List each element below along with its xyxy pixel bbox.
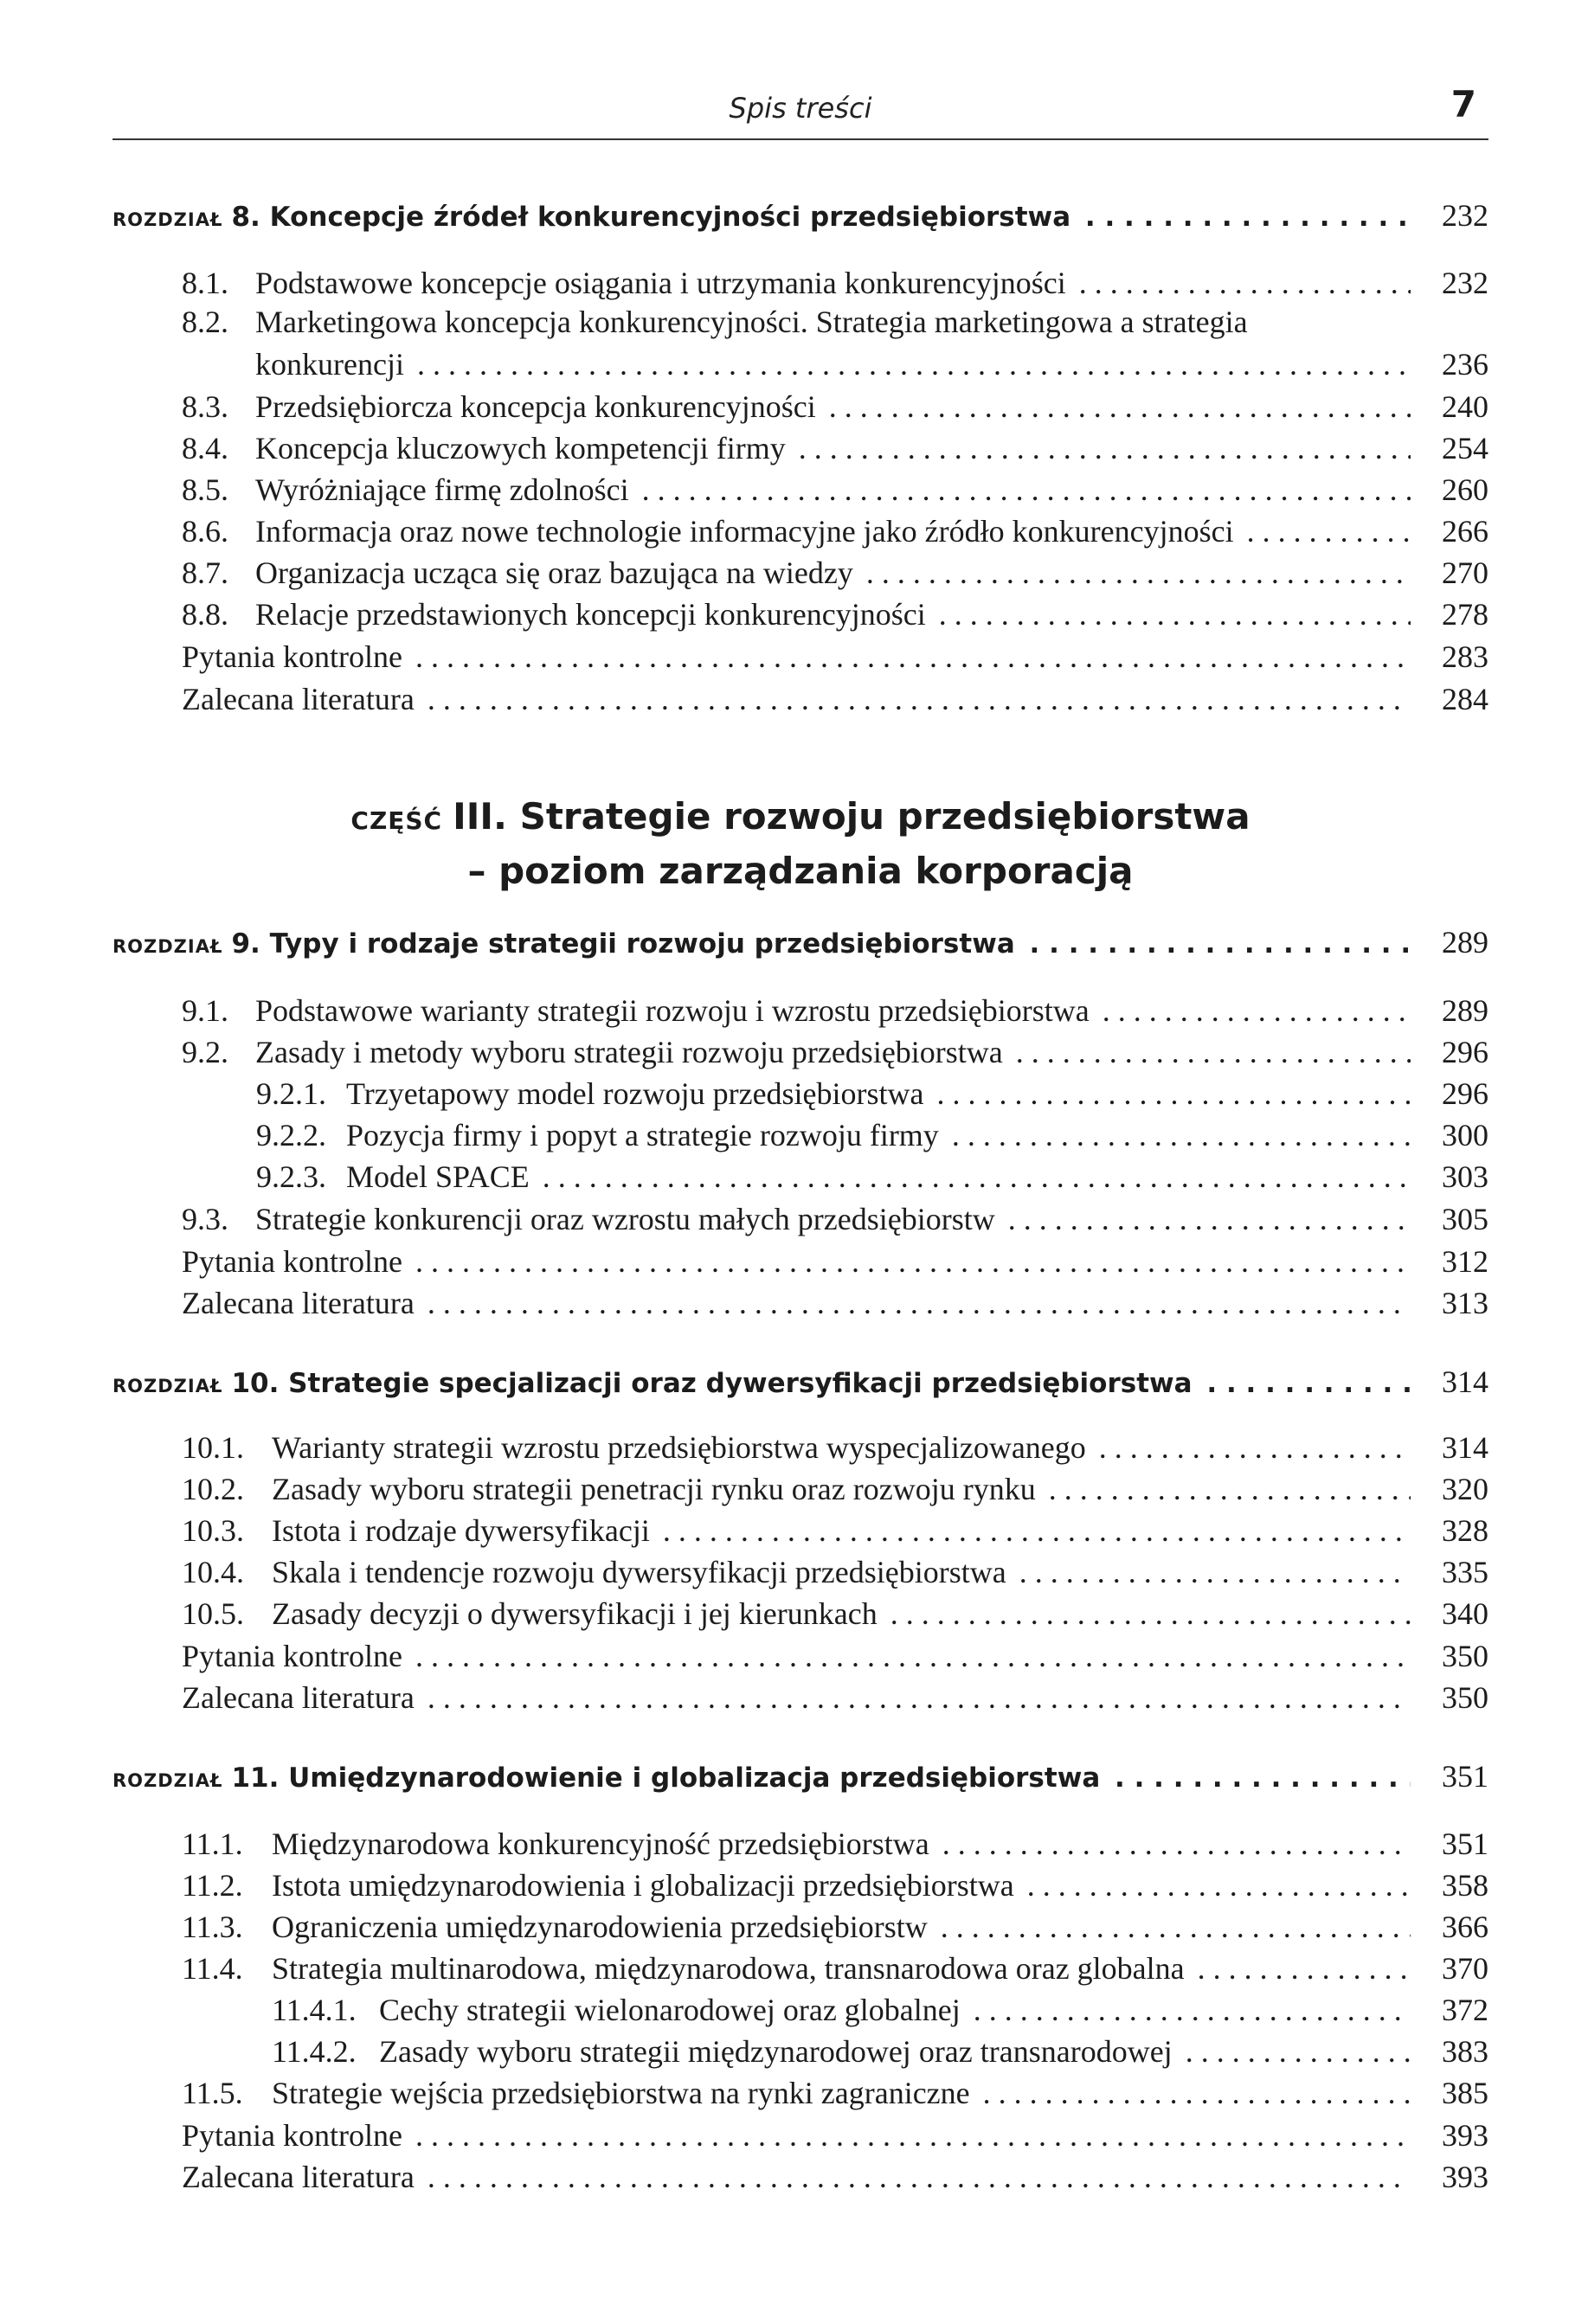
entry-page: 366 [1442,1910,1488,1944]
entry-page: 289 [1442,993,1488,1028]
toc-entry-11-4[interactable] [182,1950,1488,1993]
entry-page: 335 [1442,1555,1488,1589]
entry-number: 9.2.1. [256,1076,326,1111]
entry-title: Strategie konkurencji oraz wzrostu małych przedsiębiorstw [255,1202,995,1236]
toc-entry-literature-8[interactable] [182,681,1488,724]
entry-number: 8.6. [182,514,228,549]
toc-entry-9-2-2[interactable] [256,1117,1488,1160]
entry-page: 350 [1442,1639,1488,1673]
toc-entry-8-1[interactable] [182,265,1488,308]
entry-title: Zasady decyzji o dywersyfikacji i jej kierunkach [272,1596,878,1631]
entry-number: 8.5. [182,472,228,507]
entry-page: 370 [1442,1951,1488,1986]
chapter-title: 9. Typy i rodzaje strategii rozwoju przedsiębiorstwa [231,928,1015,960]
entry-title: Strategie wejścia przedsiębiorstwa na rynki zagraniczne [272,2076,970,2110]
entry-number: 8.8. [182,597,228,632]
entry-title: Pozycja firmy i popyt a strategie rozwoju firmy [346,1118,939,1152]
toc-entry-11-1[interactable] [182,1826,1488,1869]
entry-title: Pytania kontrolne [182,639,402,674]
entry-title: Cechy strategii wielonarodowej oraz globalnej [379,1993,961,2027]
entry-title: Koncepcja kluczowych kompetencji firmy [255,431,786,465]
entry-title: Informacja oraz nowe technologie informacyjne jako źródło konkurencyjności [255,514,1234,549]
toc-entry-9-2[interactable] [182,1034,1488,1077]
toc-entry-8-3[interactable] [182,388,1488,432]
entry-title: Przedsiębiorcza koncepcja konkurencyjności [255,389,816,424]
chapter-label: ROZDZIAŁ [112,936,223,957]
toc-entry-questions-10[interactable] [182,1638,1488,1681]
entry-page: 350 [1442,1680,1488,1715]
entry-page: 232 [1442,266,1488,300]
entry-page: 314 [1442,1430,1488,1465]
toc-entry-10-1[interactable] [182,1429,1488,1473]
toc-entry-11-5[interactable] [182,2075,1488,2118]
chapter-page: 314 [1442,1364,1488,1399]
toc-entry-literature-9[interactable] [182,1285,1488,1328]
entry-page: 303 [1442,1159,1488,1194]
page-number: 7 [1450,83,1476,125]
entry-page: 266 [1442,514,1488,549]
header-rule [112,138,1488,140]
entry-number: 10.2. [182,1472,244,1506]
toc-entry-8-4[interactable] [182,430,1488,473]
entry-page: 351 [1442,1826,1488,1861]
entry-page: 240 [1442,389,1488,424]
toc-entry-10-3[interactable] [182,1512,1488,1556]
toc-entry-questions-9[interactable] [182,1243,1488,1287]
entry-title: Pytania kontrolne [182,1639,402,1673]
entry-number: 9.1. [182,993,228,1028]
toc-entry-9-2-1[interactable] [256,1075,1488,1119]
chapter-9-heading[interactable] [112,924,1488,967]
entry-number: 8.3. [182,389,228,424]
entry-number: 11.3. [182,1910,243,1944]
entry-page: 358 [1442,1868,1488,1903]
entry-page: 254 [1442,431,1488,465]
entry-title: Istota i rodzaje dywersyfikacji [272,1513,650,1548]
entry-number: 8.1. [182,266,228,300]
chapter-label: ROZDZIAŁ [112,1770,223,1791]
toc-entry-10-5[interactable] [182,1595,1488,1639]
entry-title: Warianty strategii wzrostu przedsiębiorstwa wyspecjalizowanego [272,1430,1086,1465]
toc-entry-8-2-line1[interactable] [182,304,1248,340]
entry-title: Strategia multinarodowa, międzynarodowa, transnarodowa oraz globalna [272,1951,1185,1986]
toc-entry-9-3[interactable] [182,1201,1488,1244]
entry-page: 312 [1442,1244,1488,1279]
toc-entry-literature-10[interactable] [182,1679,1488,1723]
entry-title: Pytania kontrolne [182,1244,402,1279]
toc-entry-10-2[interactable] [182,1471,1488,1514]
entry-title: Organizacja ucząca się oraz bazująca na wiedzy [255,555,853,590]
entry-page: 296 [1442,1076,1488,1111]
entry-number: 11.1. [182,1826,243,1861]
entry-number: 9.3. [182,1202,228,1236]
entry-page: 383 [1442,2034,1488,2069]
entry-page: 236 [1442,347,1488,382]
entry-number: 11.5. [182,2076,243,2110]
chapter-title: 10. Strategie specjalizacji oraz dywersyfikacji przedsiębiorstwa [231,1368,1192,1399]
entry-page: 393 [1442,2160,1488,2194]
running-header [112,80,1488,140]
entry-title: Zalecana literatura [182,682,415,716]
entry-page: 320 [1442,1472,1488,1506]
entry-page: 260 [1442,472,1488,507]
toc-entry-11-4-1[interactable] [272,1992,1488,2035]
entry-title: Marketingowa koncepcja konkurencyjności. Strategia marketingowa a strategia [255,305,1248,339]
entry-title: Zalecana literatura [182,2160,415,2194]
toc-entry-11-4-2[interactable] [272,2033,1488,2077]
toc-entry-8-2-line2[interactable] [255,346,1488,389]
entry-title: Podstawowe koncepcje osiągania i utrzymania konkurencyjności [255,266,1066,300]
entry-page: 270 [1442,555,1488,590]
chapter-label: ROZDZIAŁ [112,209,223,230]
toc-entry-11-2[interactable] [182,1867,1488,1910]
toc-entry-8-7[interactable] [182,555,1488,598]
entry-number: 10.4. [182,1555,244,1589]
chapter-label: ROZDZIAŁ [112,1376,223,1396]
entry-page: 300 [1442,1118,1488,1152]
chapter-page: 289 [1442,925,1488,960]
entry-title: Ograniczenia umiędzynarodowienia przedsiębiorstw [272,1910,928,1944]
entry-title: Model SPACE [346,1159,530,1194]
chapter-10-heading[interactable] [112,1364,1488,1407]
entry-title: Skala i tendencje rozwoju dywersyfikacji przedsiębiorstwa [272,1555,1006,1589]
chapter-page: 232 [1442,198,1488,233]
entry-page: 305 [1442,1202,1488,1236]
entry-page: 283 [1442,639,1488,674]
chapter-11-heading[interactable] [112,1758,1488,1801]
entry-number: 10.5. [182,1596,244,1631]
entry-page: 372 [1442,1993,1488,2027]
entry-title: Zalecana literatura [182,1286,415,1320]
entry-number: 9.2.2. [256,1118,326,1152]
entry-page: 296 [1442,1035,1488,1069]
entry-title: Zasady wyboru strategii międzynarodowej oraz transnarodowej [379,2034,1173,2069]
entry-title: Wyróżniające firmę zdolności [255,472,629,507]
entry-title: Relacje przedstawionych koncepcji konkurencyjności [255,597,926,632]
entry-number: 11.4. [182,1951,243,1986]
chapter-8-heading[interactable] [112,197,1488,241]
chapter-title: 11. Umiędzynarodowienie i globalizacja przedsiębiorstwa [231,1762,1101,1794]
entry-title: Pytania kontrolne [182,2118,402,2153]
toc-entry-9-1[interactable] [182,992,1488,1036]
entry-number: 9.2. [182,1035,228,1069]
entry-page: 284 [1442,682,1488,716]
toc-entry-questions-8[interactable] [182,639,1488,682]
entry-title: Istota umiędzynarodowienia i globalizacji przedsiębiorstwa [272,1868,1014,1903]
entry-page: 340 [1442,1596,1488,1631]
entry-number: 11.4.1. [272,1993,357,2027]
entry-number: 8.2. [182,305,228,339]
entry-number: 11.4.2. [272,2034,357,2069]
entry-page: 328 [1442,1513,1488,1548]
part-title-line2: – poziom zarządzania korporacją [467,850,1134,892]
entry-title: Międzynarodowa konkurencyjność przedsiębiorstwa [272,1826,929,1861]
toc-entry-8-8[interactable] [182,596,1488,639]
entry-page: 278 [1442,597,1488,632]
entry-page: 393 [1442,2118,1488,2153]
toc-entry-8-6[interactable] [182,513,1488,556]
running-title: Spis treści [729,92,872,125]
chapter-title: 8. Koncepcje źródeł konkurencyjności przedsiębiorstwa [231,202,1071,233]
entry-number: 10.3. [182,1513,244,1548]
toc-entry-9-2-3[interactable] [256,1159,1488,1202]
entry-title: Zasady i metody wyboru strategii rozwoju przedsiębiorstwa [255,1035,1003,1069]
toc-entry-8-5[interactable] [182,472,1488,515]
toc-entry-10-4[interactable] [182,1554,1488,1597]
part-3-heading[interactable] [112,792,1488,896]
toc-entry-literature-11[interactable] [182,2159,1488,2202]
chapter-page: 351 [1442,1759,1488,1794]
toc-entry-questions-11[interactable] [182,2117,1488,2160]
part-label: CZĘŚĆ [350,806,443,835]
entry-title-continued: konkurencji [255,347,404,382]
entry-number: 10.1. [182,1430,244,1465]
entry-page: 313 [1442,1286,1488,1320]
entry-number: 8.4. [182,431,228,465]
toc-entry-11-3[interactable] [182,1909,1488,1952]
entry-title: Zasady wyboru strategii penetracji rynku oraz rozwoju rynku [272,1472,1036,1506]
entry-number: 8.7. [182,555,228,590]
entry-number: 9.2.3. [256,1159,326,1194]
entry-title: Zalecana literatura [182,1680,415,1715]
part-title-line1: III. Strategie rozwoju przedsiębiorstwa [453,795,1250,838]
entry-title: Trzyetapowy model rozwoju przedsiębiorstwa [346,1076,924,1111]
entry-title: Podstawowe warianty strategii rozwoju i wzrostu przedsiębiorstwa [255,993,1090,1028]
entry-page: 385 [1442,2076,1488,2110]
entry-number: 11.2. [182,1868,243,1903]
